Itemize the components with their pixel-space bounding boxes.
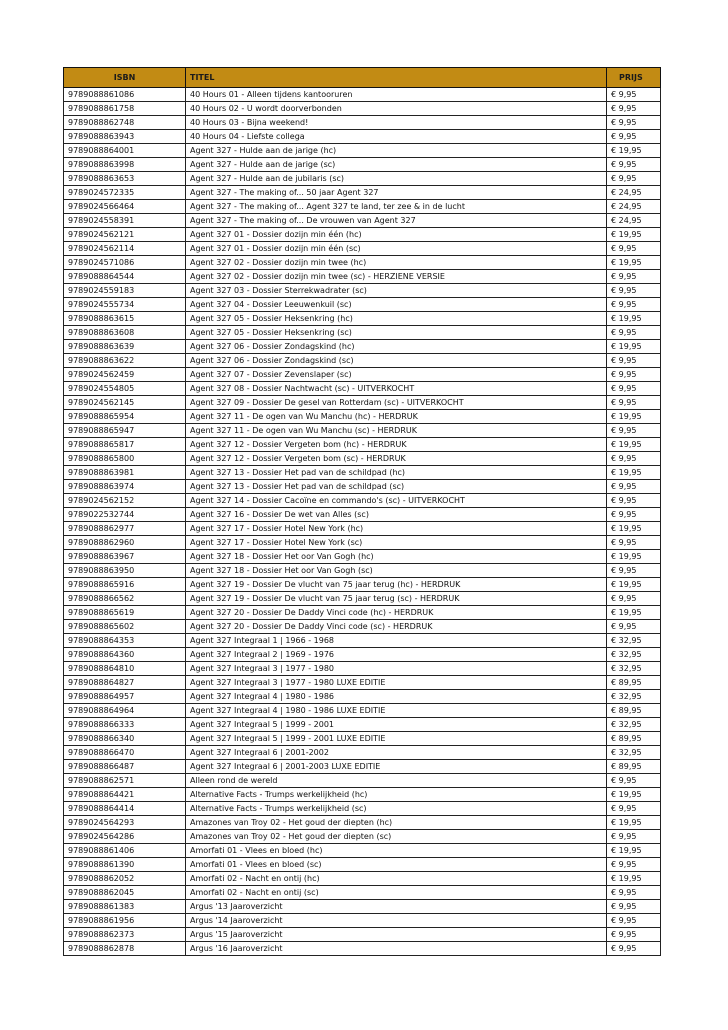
isbn-cell: 9789024566464	[64, 200, 186, 214]
price-cell: € 19,95	[607, 578, 661, 592]
table-row	[64, 522, 661, 536]
price-cell: € 19,95	[607, 816, 661, 830]
price-cell: € 9,95	[607, 886, 661, 900]
table-row	[64, 648, 661, 662]
table-row	[64, 900, 661, 914]
price-cell: € 32,95	[607, 634, 661, 648]
header-isbn: ISBN	[64, 68, 186, 88]
title-cell: Agent 327 06 - Dossier Zondagskind (hc)	[186, 340, 607, 354]
price-cell: € 9,95	[607, 914, 661, 928]
title-cell: Agent 327 01 - Dossier dozijn min één (hc)	[186, 228, 607, 242]
isbn-cell: 9789024562114	[64, 242, 186, 256]
isbn-cell: 9789088865947	[64, 424, 186, 438]
table-row	[64, 186, 661, 200]
title-cell: Amorfati 02 - Nacht en ontij (hc)	[186, 872, 607, 886]
title-cell: Agent 327 19 - Dossier De vlucht van 75 jaar terug (hc) - HERDRUK	[186, 578, 607, 592]
isbn-cell: 9789088866333	[64, 718, 186, 732]
price-cell: € 89,95	[607, 704, 661, 718]
isbn-cell: 9789088863974	[64, 480, 186, 494]
price-cell: € 9,95	[607, 102, 661, 116]
price-cell: € 9,95	[607, 480, 661, 494]
title-cell: Amorfati 02 - Nacht en ontij (sc)	[186, 886, 607, 900]
isbn-cell: 9789088863950	[64, 564, 186, 578]
title-cell: Agent 327 06 - Dossier Zondagskind (sc)	[186, 354, 607, 368]
price-cell: € 9,95	[607, 928, 661, 942]
price-cell: € 9,95	[607, 564, 661, 578]
table-row	[64, 886, 661, 900]
title-cell: Agent 327 Integraal 4 | 1980 - 1986	[186, 690, 607, 704]
isbn-cell: 9789088861406	[64, 844, 186, 858]
price-cell: € 9,95	[607, 802, 661, 816]
isbn-cell: 9789022532744	[64, 508, 186, 522]
title-cell: Amazones van Troy 02 - Het goud der diepten (sc)	[186, 830, 607, 844]
isbn-cell: 9789024564293	[64, 816, 186, 830]
table-row	[64, 844, 661, 858]
table-row	[64, 704, 661, 718]
isbn-cell: 9789088863608	[64, 326, 186, 340]
isbn-cell: 9789024564286	[64, 830, 186, 844]
title-cell: Amorfati 01 - Vlees en bloed (hc)	[186, 844, 607, 858]
table-row	[64, 732, 661, 746]
isbn-cell: 9789088863639	[64, 340, 186, 354]
price-cell: € 9,95	[607, 298, 661, 312]
isbn-cell: 9789088863943	[64, 130, 186, 144]
table-row	[64, 466, 661, 480]
price-cell: € 19,95	[607, 256, 661, 270]
title-cell: Agent 327 Integraal 4 | 1980 - 1986 LUXE EDITIE	[186, 704, 607, 718]
price-cell: € 89,95	[607, 732, 661, 746]
price-cell: € 32,95	[607, 690, 661, 704]
table-row	[64, 158, 661, 172]
price-cell: € 9,95	[607, 494, 661, 508]
table-row	[64, 788, 661, 802]
price-cell: € 9,95	[607, 116, 661, 130]
price-cell: € 32,95	[607, 718, 661, 732]
table-row	[64, 228, 661, 242]
isbn-cell: 9789088865602	[64, 620, 186, 634]
title-cell: Agent 327 11 - De ogen van Wu Manchu (sc) - HERDRUK	[186, 424, 607, 438]
table-row	[64, 774, 661, 788]
title-cell: 40 Hours 02 - U wordt doorverbonden	[186, 102, 607, 116]
table-row	[64, 746, 661, 760]
table-row	[64, 830, 661, 844]
isbn-cell: 9789088864414	[64, 802, 186, 816]
price-cell: € 89,95	[607, 676, 661, 690]
table-row	[64, 340, 661, 354]
price-cell: € 19,95	[607, 788, 661, 802]
isbn-cell: 9789024562145	[64, 396, 186, 410]
title-cell: Agent 327 Integraal 3 | 1977 - 1980	[186, 662, 607, 676]
header-prijs: PRIJS	[607, 68, 661, 88]
table-row	[64, 606, 661, 620]
title-cell: Argus '15 Jaaroverzicht	[186, 928, 607, 942]
price-list-table	[63, 67, 661, 956]
title-cell: Agent 327 Integraal 5 | 1999 - 2001	[186, 718, 607, 732]
isbn-cell: 9789088862878	[64, 942, 186, 956]
isbn-cell: 9789024562459	[64, 368, 186, 382]
isbn-cell: 9789088865916	[64, 578, 186, 592]
price-cell: € 9,95	[607, 326, 661, 340]
table-row	[64, 802, 661, 816]
table-row	[64, 508, 661, 522]
title-cell: Agent 327 01 - Dossier dozijn min één (sc)	[186, 242, 607, 256]
table-row	[64, 88, 661, 102]
price-cell: € 9,95	[607, 858, 661, 872]
isbn-cell: 9789024554805	[64, 382, 186, 396]
title-cell: Agent 327 07 - Dossier Zevenslaper (sc)	[186, 368, 607, 382]
title-cell: Amorfati 01 - Vlees en bloed (sc)	[186, 858, 607, 872]
price-cell: € 9,95	[607, 536, 661, 550]
title-cell: Agent 327 05 - Dossier Heksenkring (sc)	[186, 326, 607, 340]
table-row	[64, 396, 661, 410]
table-row	[64, 214, 661, 228]
price-cell: € 19,95	[607, 466, 661, 480]
price-cell: € 19,95	[607, 522, 661, 536]
table-row	[64, 130, 661, 144]
price-cell: € 19,95	[607, 606, 661, 620]
isbn-cell: 9789088864544	[64, 270, 186, 284]
isbn-cell: 9789024562152	[64, 494, 186, 508]
title-cell: Alternative Facts - Trumps werkelijkheid (sc)	[186, 802, 607, 816]
title-cell: Argus '16 Jaaroverzicht	[186, 942, 607, 956]
isbn-cell: 9789088865954	[64, 410, 186, 424]
price-cell: € 9,95	[607, 242, 661, 256]
title-cell: Agent 327 14 - Dossier Cacoïne en commando's (sc) - UITVERKOCHT	[186, 494, 607, 508]
isbn-cell: 9789088866340	[64, 732, 186, 746]
table-row	[64, 102, 661, 116]
price-cell: € 9,95	[607, 396, 661, 410]
table-row	[64, 256, 661, 270]
price-cell: € 9,95	[607, 270, 661, 284]
isbn-cell: 9789088863981	[64, 466, 186, 480]
price-cell: € 9,95	[607, 158, 661, 172]
price-cell: € 9,95	[607, 88, 661, 102]
price-cell: € 9,95	[607, 452, 661, 466]
title-cell: Agent 327 18 - Dossier Het oor Van Gogh (sc)	[186, 564, 607, 578]
price-cell: € 19,95	[607, 844, 661, 858]
isbn-cell: 9789088862571	[64, 774, 186, 788]
table-row	[64, 690, 661, 704]
price-cell: € 24,95	[607, 186, 661, 200]
price-cell: € 9,95	[607, 942, 661, 956]
isbn-cell: 9789088863998	[64, 158, 186, 172]
price-cell: € 9,95	[607, 620, 661, 634]
table-row	[64, 494, 661, 508]
isbn-cell: 9789024572335	[64, 186, 186, 200]
title-cell: Agent 327 09 - Dossier De gesel van Rotterdam (sc) - UITVERKOCHT	[186, 396, 607, 410]
price-cell: € 19,95	[607, 228, 661, 242]
isbn-cell: 9789088864001	[64, 144, 186, 158]
price-cell: € 19,95	[607, 438, 661, 452]
price-cell: € 9,95	[607, 830, 661, 844]
isbn-cell: 9789088865800	[64, 452, 186, 466]
title-cell: Agent 327 20 - Dossier De Daddy Vinci code (sc) - HERDRUK	[186, 620, 607, 634]
table-row	[64, 480, 661, 494]
title-cell: 40 Hours 01 - Alleen tijdens kantooruren	[186, 88, 607, 102]
price-cell: € 19,95	[607, 872, 661, 886]
title-cell: Alternative Facts - Trumps werkelijkheid (hc)	[186, 788, 607, 802]
title-cell: 40 Hours 04 - Liefste collega	[186, 130, 607, 144]
table-row	[64, 424, 661, 438]
isbn-cell: 9789088861956	[64, 914, 186, 928]
table-row	[64, 172, 661, 186]
isbn-cell: 9789088864957	[64, 690, 186, 704]
table-row	[64, 564, 661, 578]
table-row	[64, 284, 661, 298]
title-cell: Argus '14 Jaaroverzicht	[186, 914, 607, 928]
table-row	[64, 242, 661, 256]
table-row	[64, 298, 661, 312]
title-cell: Argus '13 Jaaroverzicht	[186, 900, 607, 914]
table-row	[64, 620, 661, 634]
title-cell: Agent 327 12 - Dossier Vergeten bom (hc) - HERDRUK	[186, 438, 607, 452]
isbn-cell: 9789088861390	[64, 858, 186, 872]
title-cell: Agent 327 17 - Dossier Hotel New York (sc)	[186, 536, 607, 550]
isbn-cell: 9789024571086	[64, 256, 186, 270]
table-row	[64, 676, 661, 690]
price-cell: € 9,95	[607, 382, 661, 396]
table-row	[64, 312, 661, 326]
isbn-cell: 9789088866487	[64, 760, 186, 774]
title-cell: Agent 327 Integraal 3 | 1977 - 1980 LUXE EDITIE	[186, 676, 607, 690]
price-cell: € 19,95	[607, 340, 661, 354]
table-row	[64, 438, 661, 452]
price-cell: € 9,95	[607, 508, 661, 522]
price-cell: € 19,95	[607, 144, 661, 158]
isbn-cell: 9789088862373	[64, 928, 186, 942]
isbn-cell: 9789088865817	[64, 438, 186, 452]
price-cell: € 9,95	[607, 172, 661, 186]
title-cell: Agent 327 - The making of... 50 jaar Agent 327	[186, 186, 607, 200]
title-cell: Agent 327 16 - Dossier De wet van Alles (sc)	[186, 508, 607, 522]
title-cell: Agent 327 - The making of... Agent 327 te land, ter zee & in de lucht	[186, 200, 607, 214]
isbn-cell: 9789088863622	[64, 354, 186, 368]
isbn-cell: 9789024562121	[64, 228, 186, 242]
title-cell: Agent 327 02 - Dossier dozijn min twee (sc) - HERZIENE VERSIE	[186, 270, 607, 284]
price-cell: € 9,95	[607, 284, 661, 298]
table-row	[64, 858, 661, 872]
title-cell: Agent 327 18 - Dossier Het oor Van Gogh (hc)	[186, 550, 607, 564]
table-header-row	[64, 68, 661, 88]
title-cell: Alleen rond de wereld	[186, 774, 607, 788]
table-row	[64, 942, 661, 956]
title-cell: Agent 327 19 - Dossier De vlucht van 75 jaar terug (sc) - HERDRUK	[186, 592, 607, 606]
price-cell: € 9,95	[607, 354, 661, 368]
price-cell: € 89,95	[607, 760, 661, 774]
price-cell: € 19,95	[607, 410, 661, 424]
title-cell: Amazones van Troy 02 - Het goud der diepten (hc)	[186, 816, 607, 830]
title-cell: Agent 327 02 - Dossier dozijn min twee (hc)	[186, 256, 607, 270]
table-row	[64, 662, 661, 676]
isbn-cell: 9789024555734	[64, 298, 186, 312]
title-cell: Agent 327 12 - Dossier Vergeten bom (sc) - HERDRUK	[186, 452, 607, 466]
isbn-cell: 9789088864964	[64, 704, 186, 718]
price-cell: € 9,95	[607, 592, 661, 606]
table-row	[64, 368, 661, 382]
price-cell: € 9,95	[607, 130, 661, 144]
title-cell: Agent 327 05 - Dossier Heksenkring (hc)	[186, 312, 607, 326]
isbn-cell: 9789088863615	[64, 312, 186, 326]
title-cell: 40 Hours 03 - Bijna weekend!	[186, 116, 607, 130]
isbn-cell: 9789088862977	[64, 522, 186, 536]
title-cell: Agent 327 20 - Dossier De Daddy Vinci code (hc) - HERDRUK	[186, 606, 607, 620]
title-cell: Agent 327 Integraal 6 | 2001-2002	[186, 746, 607, 760]
isbn-cell: 9789088861383	[64, 900, 186, 914]
table-row	[64, 144, 661, 158]
title-cell: Agent 327 08 - Dossier Nachtwacht (sc) - UITVERKOCHT	[186, 382, 607, 396]
table-row	[64, 816, 661, 830]
title-cell: Agent 327 17 - Dossier Hotel New York (hc)	[186, 522, 607, 536]
price-cell: € 32,95	[607, 648, 661, 662]
isbn-cell: 9789088861086	[64, 88, 186, 102]
title-cell: Agent 327 13 - Dossier Het pad van de schildpad (sc)	[186, 480, 607, 494]
table-row	[64, 760, 661, 774]
price-cell: € 32,95	[607, 662, 661, 676]
table-row	[64, 592, 661, 606]
table-row	[64, 452, 661, 466]
title-cell: Agent 327 13 - Dossier Het pad van de schildpad (hc)	[186, 466, 607, 480]
table-row	[64, 410, 661, 424]
isbn-cell: 9789088863967	[64, 550, 186, 564]
table-row	[64, 634, 661, 648]
price-cell: € 19,95	[607, 550, 661, 564]
header-titel: TITEL	[186, 68, 607, 88]
price-cell: € 9,95	[607, 900, 661, 914]
title-cell: Agent 327 11 - De ogen van Wu Manchu (hc) - HERDRUK	[186, 410, 607, 424]
table-row	[64, 536, 661, 550]
isbn-cell: 9789088862052	[64, 872, 186, 886]
isbn-cell: 9789088864810	[64, 662, 186, 676]
isbn-cell: 9789088862045	[64, 886, 186, 900]
title-cell: Agent 327 - Hulde aan de jarige (hc)	[186, 144, 607, 158]
table-row	[64, 326, 661, 340]
table-row	[64, 116, 661, 130]
table-row	[64, 578, 661, 592]
table-row	[64, 718, 661, 732]
isbn-cell: 9789088861758	[64, 102, 186, 116]
isbn-cell: 9789088863653	[64, 172, 186, 186]
title-cell: Agent 327 - Hulde aan de jarige (sc)	[186, 158, 607, 172]
isbn-cell: 9789024559183	[64, 284, 186, 298]
isbn-cell: 9789088862960	[64, 536, 186, 550]
isbn-cell: 9789088865619	[64, 606, 186, 620]
title-cell: Agent 327 Integraal 2 | 1969 - 1976	[186, 648, 607, 662]
isbn-cell: 9789088864353	[64, 634, 186, 648]
price-cell: € 32,95	[607, 746, 661, 760]
title-cell: Agent 327 03 - Dossier Sterrekwadrater (sc)	[186, 284, 607, 298]
title-cell: Agent 327 Integraal 5 | 1999 - 2001 LUXE EDITIE	[186, 732, 607, 746]
isbn-cell: 9789088864827	[64, 676, 186, 690]
table-row	[64, 382, 661, 396]
table-row	[64, 928, 661, 942]
isbn-cell: 9789024558391	[64, 214, 186, 228]
isbn-cell: 9789088866470	[64, 746, 186, 760]
price-cell: € 24,95	[607, 200, 661, 214]
isbn-cell: 9789088866562	[64, 592, 186, 606]
table-row	[64, 354, 661, 368]
title-cell: Agent 327 - The making of... De vrouwen van Agent 327	[186, 214, 607, 228]
price-cell: € 24,95	[607, 214, 661, 228]
table-row	[64, 200, 661, 214]
price-cell: € 19,95	[607, 312, 661, 326]
title-cell: Agent 327 Integraal 6 | 2001-2003 LUXE EDITIE	[186, 760, 607, 774]
table-body	[64, 88, 661, 956]
price-cell: € 9,95	[607, 424, 661, 438]
table-row	[64, 914, 661, 928]
title-cell: Agent 327 - Hulde aan de jubilaris (sc)	[186, 172, 607, 186]
isbn-cell: 9789088862748	[64, 116, 186, 130]
table-row	[64, 270, 661, 284]
table-row	[64, 550, 661, 564]
table-row	[64, 872, 661, 886]
price-cell: € 9,95	[607, 774, 661, 788]
title-cell: Agent 327 Integraal 1 | 1966 - 1968	[186, 634, 607, 648]
isbn-cell: 9789088864421	[64, 788, 186, 802]
price-cell: € 9,95	[607, 368, 661, 382]
title-cell: Agent 327 04 - Dossier Leeuwenkuil (sc)	[186, 298, 607, 312]
isbn-cell: 9789088864360	[64, 648, 186, 662]
